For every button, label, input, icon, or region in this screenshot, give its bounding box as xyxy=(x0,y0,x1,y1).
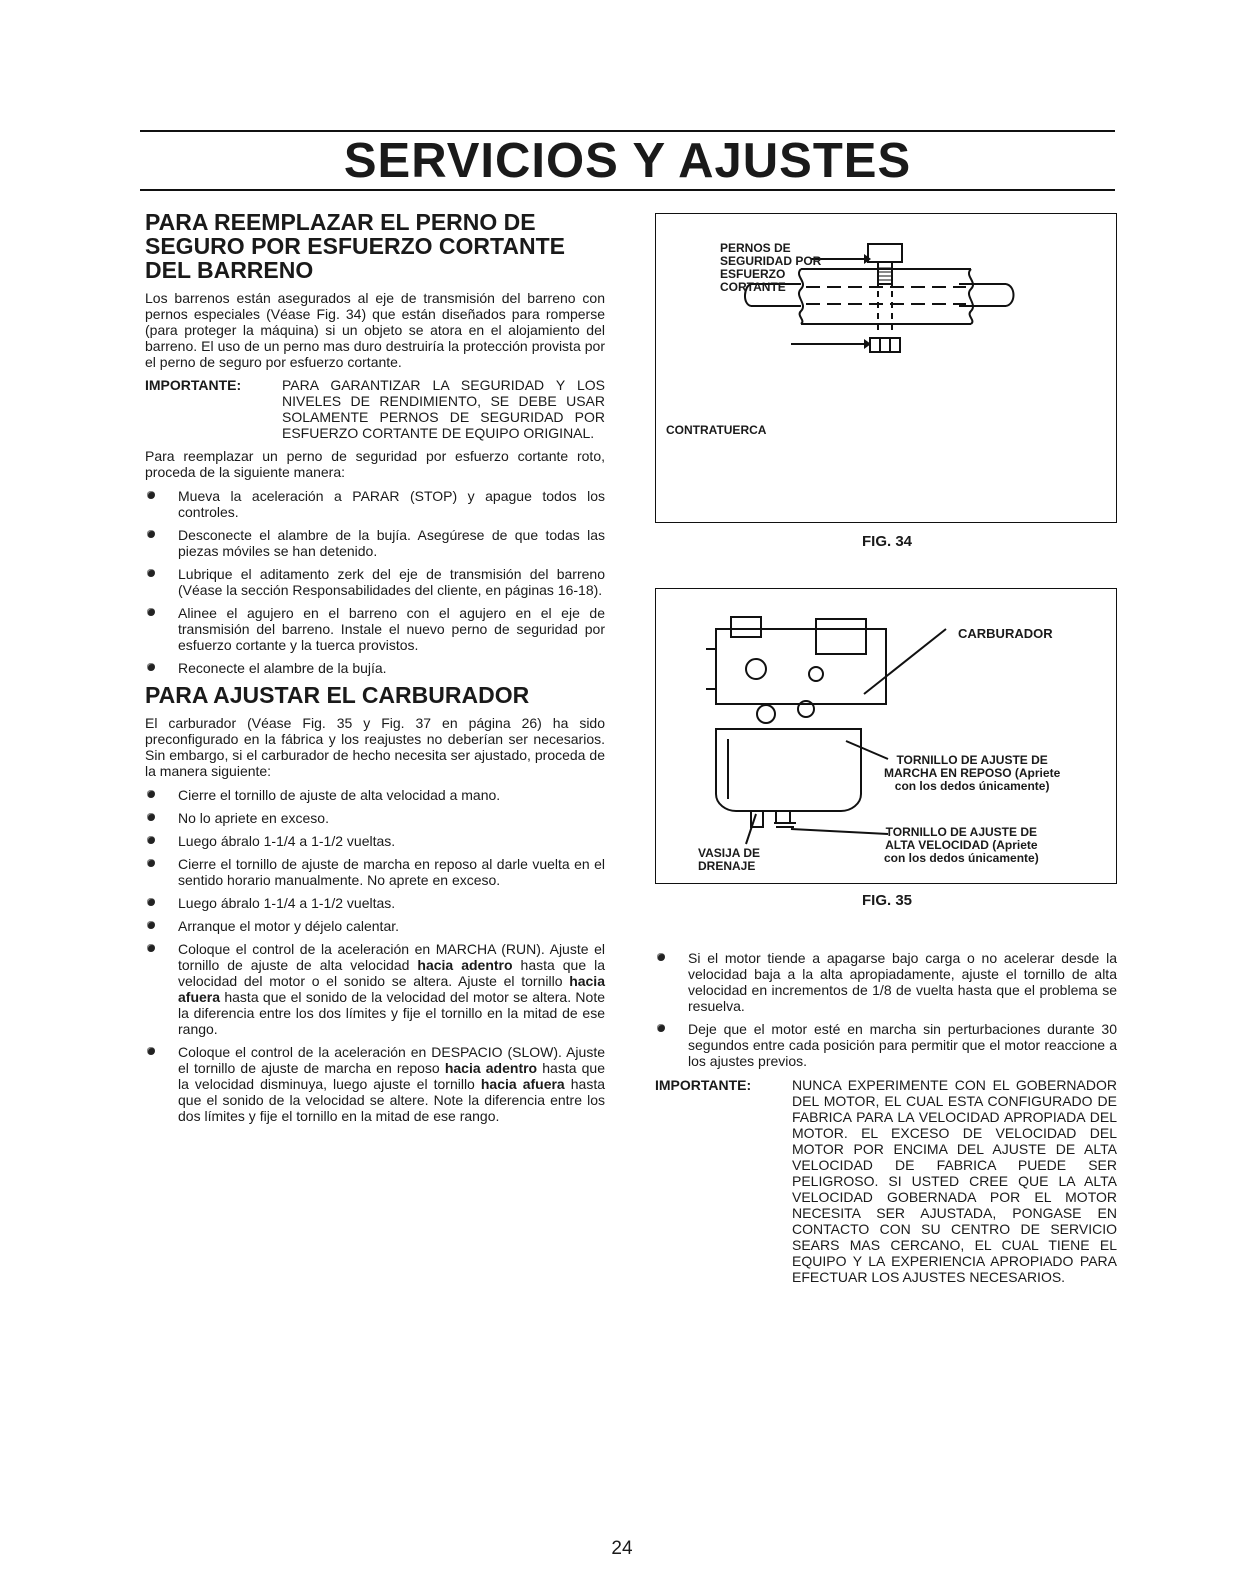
list-item: Luego ábralo 1-1/4 a 1-1/2 vueltas. xyxy=(145,895,605,911)
list-item: Coloque el control de la aceleración en DESPACIO (SLOW). Ajuste el tornillo de ajuste de marcha en reposo hacia adentro hasta que la velocidad disminuya, luego ajuste el tornillo hacia afuera hasta que el sonido de la velocidad se altere. Note la diferencia entre los dos límites y fije el tornillo en la mitad de ese rango. xyxy=(145,1044,605,1124)
important-label: IMPORTANTE: xyxy=(655,1077,752,1093)
section1-intro: Los barrenos están asegurados al eje de transmisión del barreno con pernos especiales (Véase Fig. 34) que están diseñados para romperse (para proteger la máquina) si un objeto se atora en el alojamiento del barreno. El uso de un perno mas duro destruiría la protección provista por el perno de seguro por esfuerzo cortante. xyxy=(145,290,605,370)
section1-steps-intro: Para reemplazar un perno de seguridad por esfuerzo cortante roto, proceda de la siguiente manera: xyxy=(145,448,605,480)
list-item: Alinee el agujero en el barreno con el agujero en el eje de transmisión del barreno. Instale el nuevo perno de seguridad por esfuerzo cortante y la tuerca provistos. xyxy=(145,605,605,653)
important-text: NUNCA EXPERIMENTE CON EL GOBERNADOR DEL MOTOR, EL CUAL ESTA CONFIGURADO DE FABRICA PARA LA VELOCIDAD APROPIADA DEL MOTOR. EL EXCESO DE VELOCIDAD DEL MOTOR POR ENCIMA DEL AJUSTE DE ALTA VELOCIDAD DE FABRICA PUEDE SER PELIGROSO. SI USTED CREE QUE LA ALTA VELOCIDAD GOBERNADA POR EL MOTOR NECESITA SER AJUSTADA, PONGASE EN CONTACTO CON SU CENTRO DE SERVICIO SEARS MAS CERCANO, EL CUAL TIENE EL EQUIPO Y LA EXPERIENCIA APROPIADO PARA EFECTUAR LOS AJUSTES NECESARIOS. xyxy=(792,1077,1117,1285)
left-column xyxy=(145,210,605,1131)
section1-title: PARA REEMPLAZAR EL PERNO DE SEGURO POR ESFUERZO CORTANTE DEL BARRENO xyxy=(145,209,565,283)
list-item: Deje que el motor esté en marcha sin perturbaciones durante 30 segundos entre cada posición para permitir que el motor reaccione a los ajustes previos. xyxy=(655,1021,1117,1069)
fig35-caption: FIG. 35 xyxy=(862,892,913,909)
list-item: Luego ábralo 1-1/4 a 1-1/2 vueltas. xyxy=(145,833,605,849)
fig35-box xyxy=(655,588,1117,884)
idle-screw-label: TORNILLO DE AJUSTE DE MARCHA EN REPOSO (Apriete con los dedos únicamente) xyxy=(884,753,1061,793)
bottom-title-rule xyxy=(140,189,1115,191)
drain-bowl-label: VASIJA DE DRENAJE xyxy=(698,846,761,873)
list-item: Arranque el motor y déjelo calentar. xyxy=(145,918,605,934)
important-text: PARA GARANTIZAR LA SEGURIDAD Y LOS NIVELES DE RENDIMIENTO, SE DEBE USAR SOLAMENTE PERNOS DE SEGURIDAD POR ESFUERZO CORTANTE DE EQUIPO ORIGINAL. xyxy=(282,377,605,441)
bolt-label: PERNOS DE SEGURIDAD POR ESFUERZO CORTANTE xyxy=(720,241,822,294)
page-number: 24 xyxy=(611,1538,633,1559)
list-item: Si el motor tiende a apagarse bajo carga o no acelerar desde la velocidad baja a la alta apropiadamente, ajuste el tornillo de alta velocidad en incrementos de 1/8 de vuelta hasta que el problema se resuelva. xyxy=(655,950,1117,1014)
important-label: IMPORTANTE: xyxy=(145,377,242,393)
list-item: Reconecte el alambre de la bujía. xyxy=(145,660,605,676)
carb-label: CARBURADOR xyxy=(958,626,1053,641)
section2-title: PARA AJUSTAR EL CARBURADOR xyxy=(145,682,530,708)
section1-steps xyxy=(145,488,605,676)
list-item: Cierre el tornillo de ajuste de alta velocidad a mano. xyxy=(145,787,605,803)
list-item: No lo apriete en exceso. xyxy=(145,810,605,826)
nut-label: CONTRATUERCA xyxy=(666,423,767,437)
section2-right-steps xyxy=(655,950,1117,1069)
fig34-box xyxy=(655,213,1117,523)
list-item: Desconecte el alambre de la bujía. Asegúrese de que todas las piezas móviles se han detenido. xyxy=(145,527,605,559)
section2-intro: El carburador (Véase Fig. 35 y Fig. 37 en página 26) ha sido preconfigurado en la fábrica y los reajustes no deberían ser necesarios. Sin embargo, si el carburador de hecho necesita ser ajustado, proceda de la manera siguiente: xyxy=(145,715,605,779)
high-speed-screw-label: TORNILLO DE AJUSTE DE ALTA VELOCIDAD (Apriete con los dedos únicamente) xyxy=(884,825,1039,865)
fig34-caption: FIG. 34 xyxy=(862,533,913,550)
list-item: Cierre el tornillo de ajuste de marcha en reposo al darle vuelta en el sentido horario manualmente. No aprete en exceso. xyxy=(145,856,605,888)
section1-important xyxy=(145,377,605,441)
page-title: SERVICIOS Y AJUSTES xyxy=(343,134,912,188)
list-item: Lubrique el aditamento zerk del eje de transmisión del barreno (Véase la sección Responsabilidades del cliente, en páginas 16-18). xyxy=(145,566,605,598)
right-column xyxy=(655,950,1117,1292)
top-rule xyxy=(140,130,1115,132)
section2-steps xyxy=(145,787,605,1124)
list-item: Coloque el control de la aceleración en MARCHA (RUN). Ajuste el tornillo de ajuste de alta velocidad hacia adentro hasta que la velocidad del motor o el sonido se altera. Ajuste el tornillo hacia afuera hasta que el sonido de la velocidad del motor se altera. Note la diferencia entre los dos límites y fije el tornillo en la mitad de ese rango. xyxy=(145,941,605,1037)
list-item: Mueva la aceleración a PARAR (STOP) y apague todos los controles. xyxy=(145,488,605,520)
section2-important xyxy=(655,1077,1117,1285)
